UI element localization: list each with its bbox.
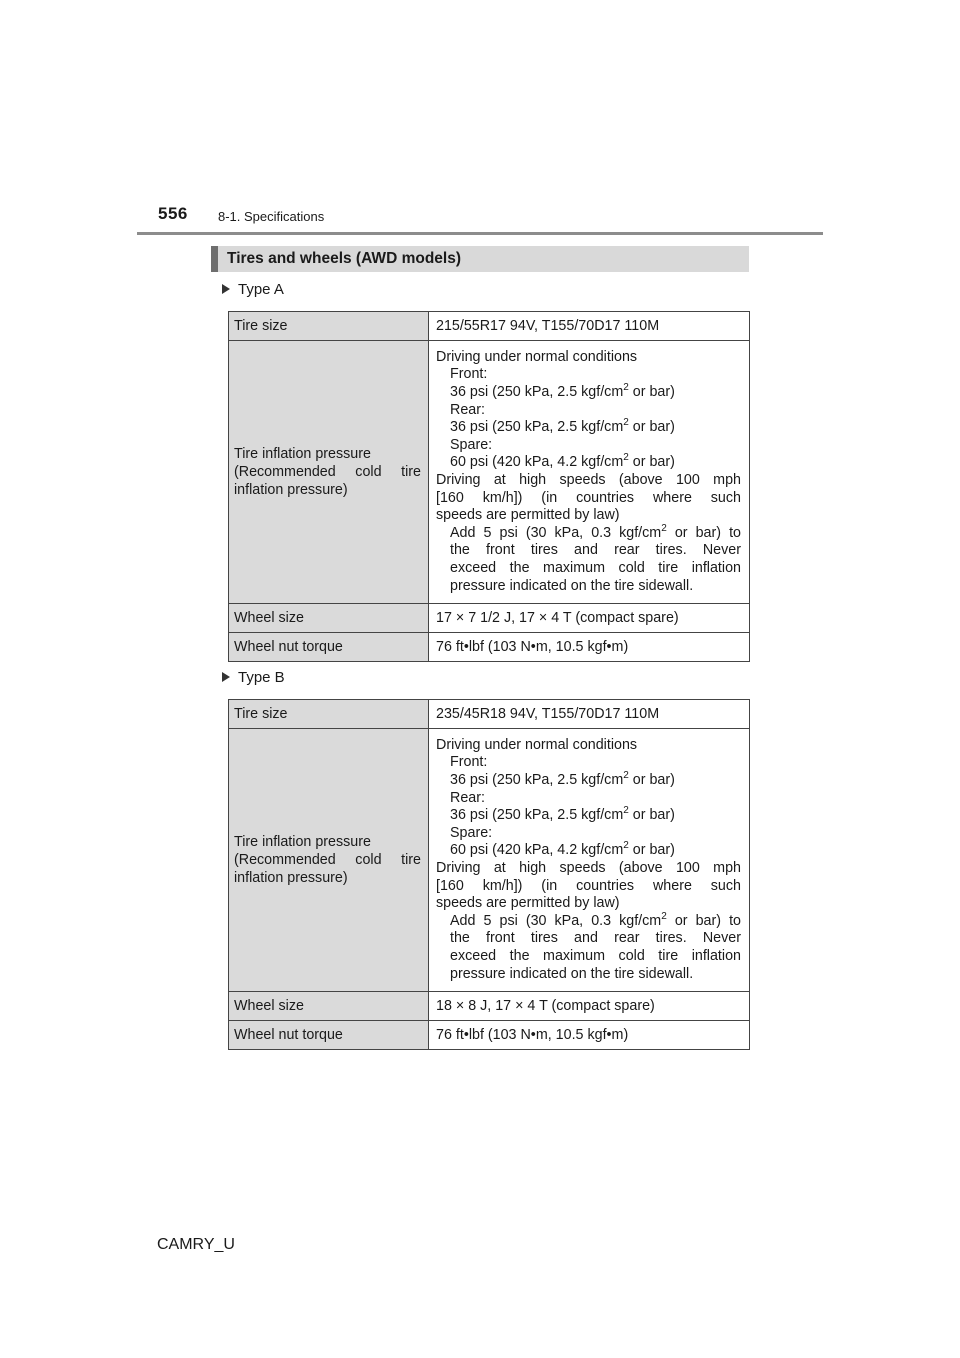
table-row	[229, 633, 750, 662]
tire-size-value: 235/45R18 94V, T155/70D17 110M	[429, 700, 750, 729]
section-label: 8-1. Specifications	[218, 209, 325, 224]
pressure-line: Rear:	[450, 789, 485, 806]
pressure-label-line: Tire inflation pressure	[234, 834, 371, 850]
pressure-line: Spare:	[450, 824, 493, 841]
pressure-line: 60 psi (420 kPa, 4.2 kgf/$cm^2$ or bar)	[450, 840, 675, 859]
pressure-line: exceed the maximum cold tire inflation	[450, 947, 741, 964]
table-row	[229, 604, 750, 633]
pressure-line: Driving at high speeds (above 100 mph	[436, 472, 741, 488]
pressure-line: [160 km/h]) (in countries where such	[436, 877, 741, 894]
pressure-line: 36 psi (250 kPa, 2.5 kgf/$cm^2$ or bar)	[450, 770, 675, 789]
pressure-line: Add 5 psi (30 kPa, 0.3 kgf/$cm^2$ or bar) to	[450, 522, 741, 541]
pressure-line: Rear:	[450, 401, 485, 418]
pressure-line: pressure indicated on the tire sidewall.	[450, 965, 694, 982]
header-rule	[137, 232, 823, 235]
pressure-label-line: inflation pressure)	[234, 870, 348, 886]
pressure-line: 60 psi (420 kPa, 4.2 kgf/$cm^2$ or bar)	[450, 452, 675, 471]
tire-size-label: Tire size	[229, 700, 429, 729]
pressure-line: Add 5 psi (30 kPa, 0.3 kgf/$cm^2$ or bar) to	[450, 910, 741, 929]
tire-size-value: 215/55R17 94V, T155/70D17 110M	[429, 312, 750, 341]
pressure-line: Driving under normal conditions	[436, 348, 638, 365]
section-title-bar	[211, 246, 749, 272]
pressure-line: [160 km/h]) (in countries where such	[436, 489, 741, 506]
page-number: 556	[158, 204, 188, 223]
pressure-line: Driving under normal conditions	[436, 736, 638, 753]
pressure-value	[429, 729, 750, 992]
pressure-line: the front tires and rear tires. Never	[450, 542, 741, 559]
pressure-line: the front tires and rear tires. Never	[450, 930, 741, 947]
pressure-label-line: inflation pressure)	[234, 482, 348, 498]
wheel-size-label: Wheel size	[229, 992, 429, 1021]
wheel-size-value: 18 × 8 J, 17 × 4 T (compact spare)	[429, 992, 750, 1021]
wheel-size-label: Wheel size	[229, 604, 429, 633]
type-b-label	[222, 669, 285, 687]
tire-size-label: Tire size	[229, 312, 429, 341]
pressure-line: Spare:	[450, 436, 493, 453]
pressure-line: pressure indicated on the tire sidewall.	[450, 577, 694, 594]
pressure-line: Driving at high speeds (above 100 mph	[436, 860, 741, 876]
triangle-bullet-icon	[222, 672, 230, 682]
table-row	[229, 1021, 750, 1050]
torque-label: Wheel nut torque	[229, 1021, 429, 1050]
table-row	[229, 341, 750, 604]
table-row	[229, 700, 750, 729]
section-title: Tires and wheels (AWD models)	[227, 250, 461, 267]
type-b-spec-table	[228, 699, 750, 1050]
type-a-text: Type A	[238, 281, 284, 298]
pressure-line: Front:	[450, 366, 488, 383]
torque-label: Wheel nut torque	[229, 633, 429, 662]
pressure-line: 36 psi (250 kPa, 2.5 kgf/$cm^2$ or bar)	[450, 382, 675, 401]
torque-value: 76 ft•lbf (103 N•m, 10.5 kgf•m)	[429, 1021, 750, 1050]
type-a-label	[222, 281, 284, 299]
pressure-line: speeds are permitted by law)	[436, 507, 620, 524]
pressure-label	[229, 729, 429, 992]
pressure-label-line: (Recommended cold tire	[234, 464, 421, 480]
table-row	[229, 729, 750, 992]
pressure-line: 36 psi (250 kPa, 2.5 kgf/$cm^2$ or bar)	[450, 417, 675, 436]
triangle-bullet-icon	[222, 284, 230, 294]
footer-model-code: CAMRY_U	[157, 1236, 235, 1253]
pressure-value	[429, 341, 750, 604]
torque-value: 76 ft•lbf (103 N•m, 10.5 kgf•m)	[429, 633, 750, 662]
table-row	[229, 992, 750, 1021]
pressure-line: 36 psi (250 kPa, 2.5 kgf/$cm^2$ or bar)	[450, 805, 675, 824]
pressure-line: speeds are permitted by law)	[436, 895, 620, 912]
table-row	[229, 312, 750, 341]
wheel-size-value: 17 × 7 1/2 J, 17 × 4 T (compact spare)	[429, 604, 750, 633]
pressure-label-line: Tire inflation pressure	[234, 446, 371, 462]
pressure-label	[229, 341, 429, 604]
type-a-spec-table	[228, 311, 750, 662]
pressure-label-line: (Recommended cold tire	[234, 852, 421, 868]
pressure-line: Front:	[450, 754, 488, 771]
type-b-text: Type B	[238, 669, 285, 686]
pressure-line: exceed the maximum cold tire inflation	[450, 559, 741, 576]
